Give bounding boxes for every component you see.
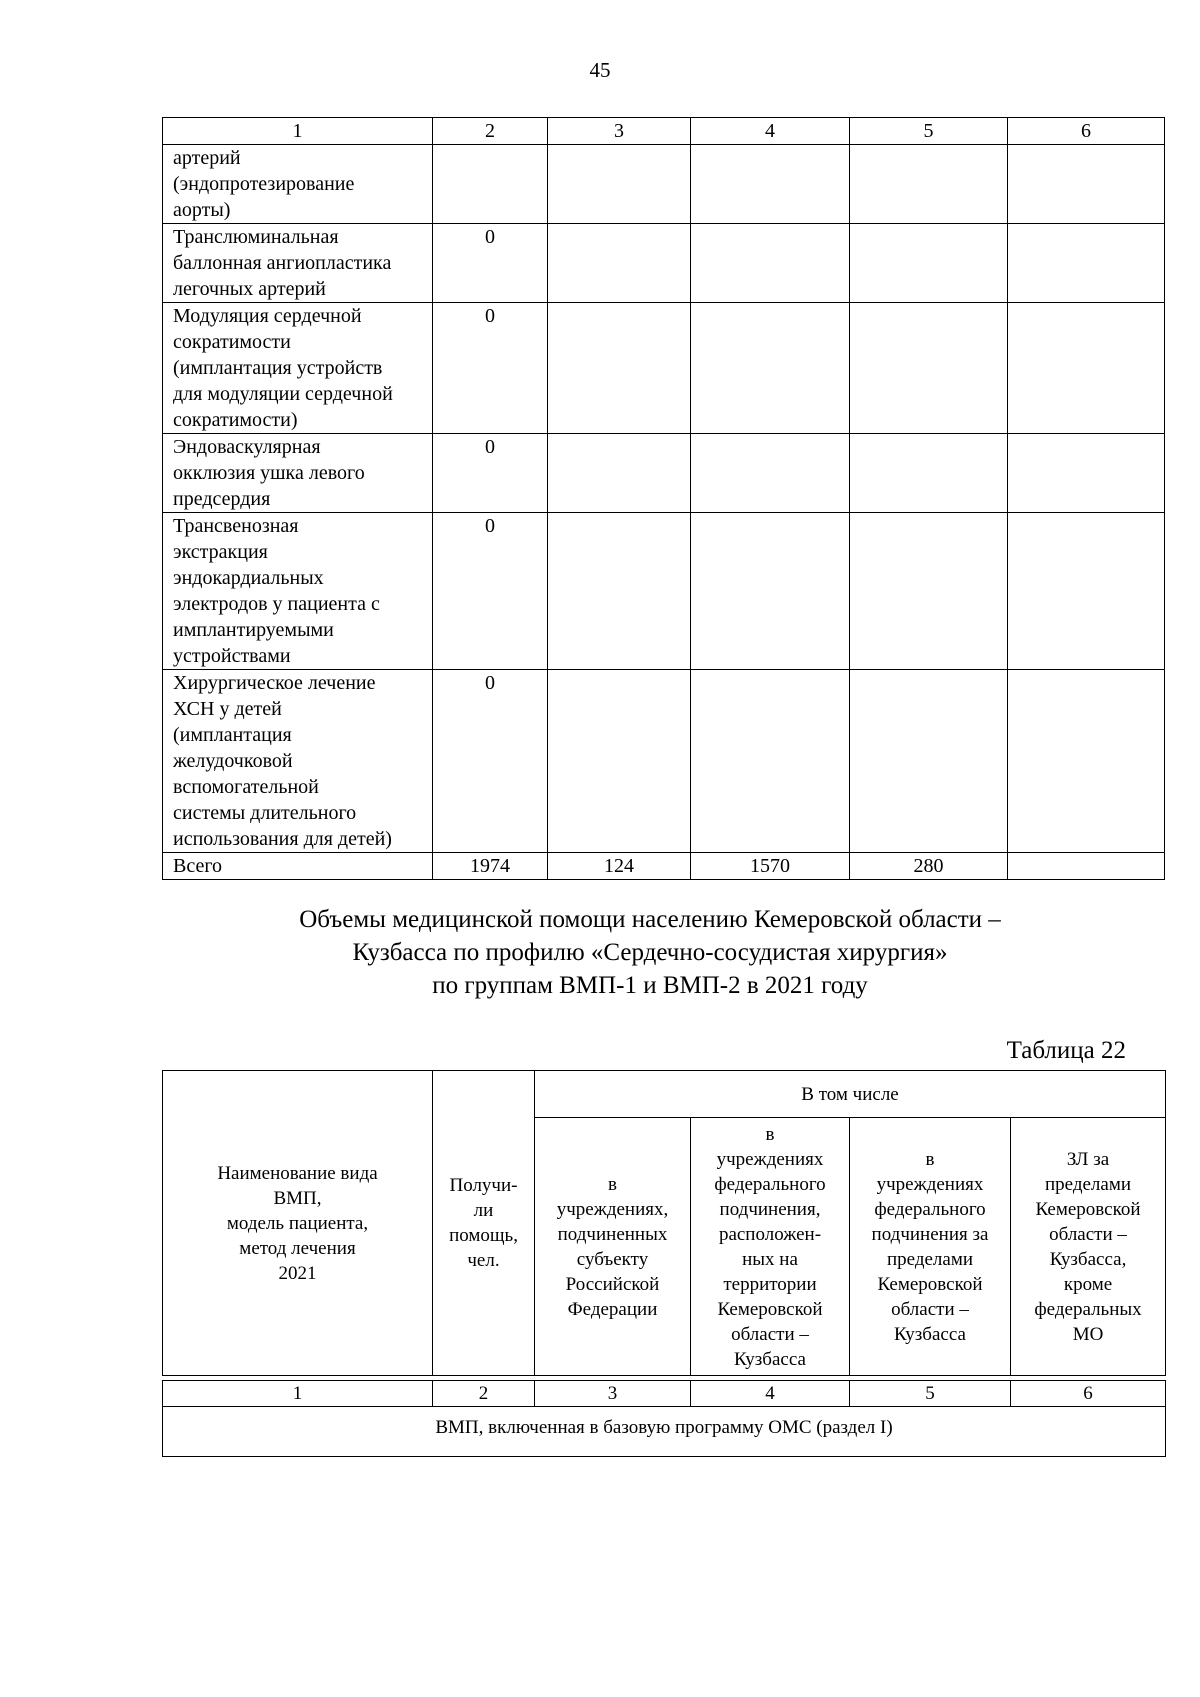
- cell-value: [691, 224, 850, 303]
- cell-value: [1008, 303, 1165, 434]
- total-value: 1570: [691, 853, 850, 880]
- total-row: [163, 853, 1165, 880]
- procedure-name: Эндоваскулярная окклюзия ушка левого предсердия: [163, 434, 433, 513]
- cell-value: [1008, 513, 1165, 670]
- cell-value: [1008, 224, 1165, 303]
- header-received-help: Получи- ли помощь, чел.: [433, 1071, 535, 1376]
- cell-value: [548, 224, 691, 303]
- cell-value: [1008, 145, 1165, 224]
- total-value: 124: [548, 853, 691, 880]
- header-federal-in-region: в учреждениях федерального подчинения, расположен- ных на территории Кемеровской области – Кузбасса: [691, 1118, 850, 1376]
- column-number-row: [163, 1381, 1166, 1407]
- total-value: [1008, 853, 1165, 880]
- cell-value: [691, 145, 850, 224]
- procedure-name: Хирургическое лечение ХСН у детей (имплантация желудочковой вспомогательной системы длительного использования для детей): [163, 670, 433, 853]
- cell-value: [548, 145, 691, 224]
- cell-value: [850, 145, 1008, 224]
- cell-value: [548, 434, 691, 513]
- cell-value: [1008, 434, 1165, 513]
- col-number: 2: [433, 1381, 535, 1407]
- cell-value: [548, 513, 691, 670]
- cell-value: [548, 670, 691, 853]
- table-row: [163, 224, 1165, 303]
- total-value: 1974: [433, 853, 548, 880]
- header-subject-institutions: в учреждениях, подчиненных субъекту Российской Федерации: [535, 1118, 691, 1376]
- cell-value: [850, 513, 1008, 670]
- cell-value: [850, 670, 1008, 853]
- col-number: 5: [850, 1381, 1011, 1407]
- total-label: Всего: [163, 853, 433, 880]
- cell-value: [850, 434, 1008, 513]
- procedure-name: артерий (эндопротезирование аорты): [163, 145, 433, 224]
- continued-table: [162, 117, 1165, 880]
- col-number: 1: [163, 1381, 433, 1407]
- cell-value: [691, 513, 850, 670]
- col-number: 6: [1011, 1381, 1166, 1407]
- column-number-row: [163, 118, 1165, 145]
- cell-value: [691, 434, 850, 513]
- cell-value: [691, 670, 850, 853]
- section-title: Объемы медицинской помощи населению Кемеровской области – Кузбасса по профилю «Сердечно-сосудистая хирургия» по группам ВМП-1 и ВМП-2 в 2021 году: [299, 906, 1001, 999]
- cell-value: [850, 224, 1008, 303]
- cell-value: 0: [433, 434, 548, 513]
- table-row: [163, 670, 1165, 853]
- col-number: 4: [691, 118, 850, 145]
- col-number: 3: [535, 1381, 691, 1407]
- cell-value: 0: [433, 224, 548, 303]
- header-procedure-name: Наименование вида ВМП, модель пациента, метод лечения 2021: [163, 1071, 433, 1376]
- procedure-name: Транслюминальная баллонная ангиопластика легочных артерий: [163, 224, 433, 303]
- col-number: 1: [163, 118, 433, 145]
- table-row: [163, 303, 1165, 434]
- cell-value: [691, 303, 850, 434]
- cell-value: [850, 303, 1008, 434]
- cell-value: [1008, 670, 1165, 853]
- procedure-name: Модуляция сердечной сократимости (имплантация устройств для модуляции сердечной сократимости): [163, 303, 433, 434]
- table-row: [163, 513, 1165, 670]
- cell-value: [433, 145, 548, 224]
- col-number: 4: [691, 1381, 850, 1407]
- section-row: ВМП, включенная в базовую программу ОМС (раздел I): [163, 1407, 1166, 1457]
- cell-value: 0: [433, 513, 548, 670]
- cell-value: 0: [433, 670, 548, 853]
- table-number: Таблица 22: [1006, 1037, 1126, 1064]
- col-number: 5: [850, 118, 1008, 145]
- cell-value: 0: [433, 303, 548, 434]
- volume-table-header: [162, 1070, 1166, 1457]
- cell-value: [548, 303, 691, 434]
- header-outside-region-non-federal: ЗЛ за пределами Кемеровской области – Кузбасса, кроме федеральных МО: [1011, 1118, 1166, 1376]
- total-value: 280: [850, 853, 1008, 880]
- table-row: [163, 145, 1165, 224]
- header-including: В том числе: [535, 1071, 1166, 1118]
- table-row: [163, 434, 1165, 513]
- col-number: 3: [548, 118, 691, 145]
- page-number: 45: [589, 58, 611, 82]
- header-federal-outside-region: в учреждениях федерального подчинения за пределами Кемеровской области – Кузбасса: [850, 1118, 1011, 1376]
- procedure-name: Трансвенозная экстракция эндокардиальных электродов у пациента с имплантируемыми устройствами: [163, 513, 433, 670]
- col-number: 6: [1008, 118, 1165, 145]
- col-number: 2: [433, 118, 548, 145]
